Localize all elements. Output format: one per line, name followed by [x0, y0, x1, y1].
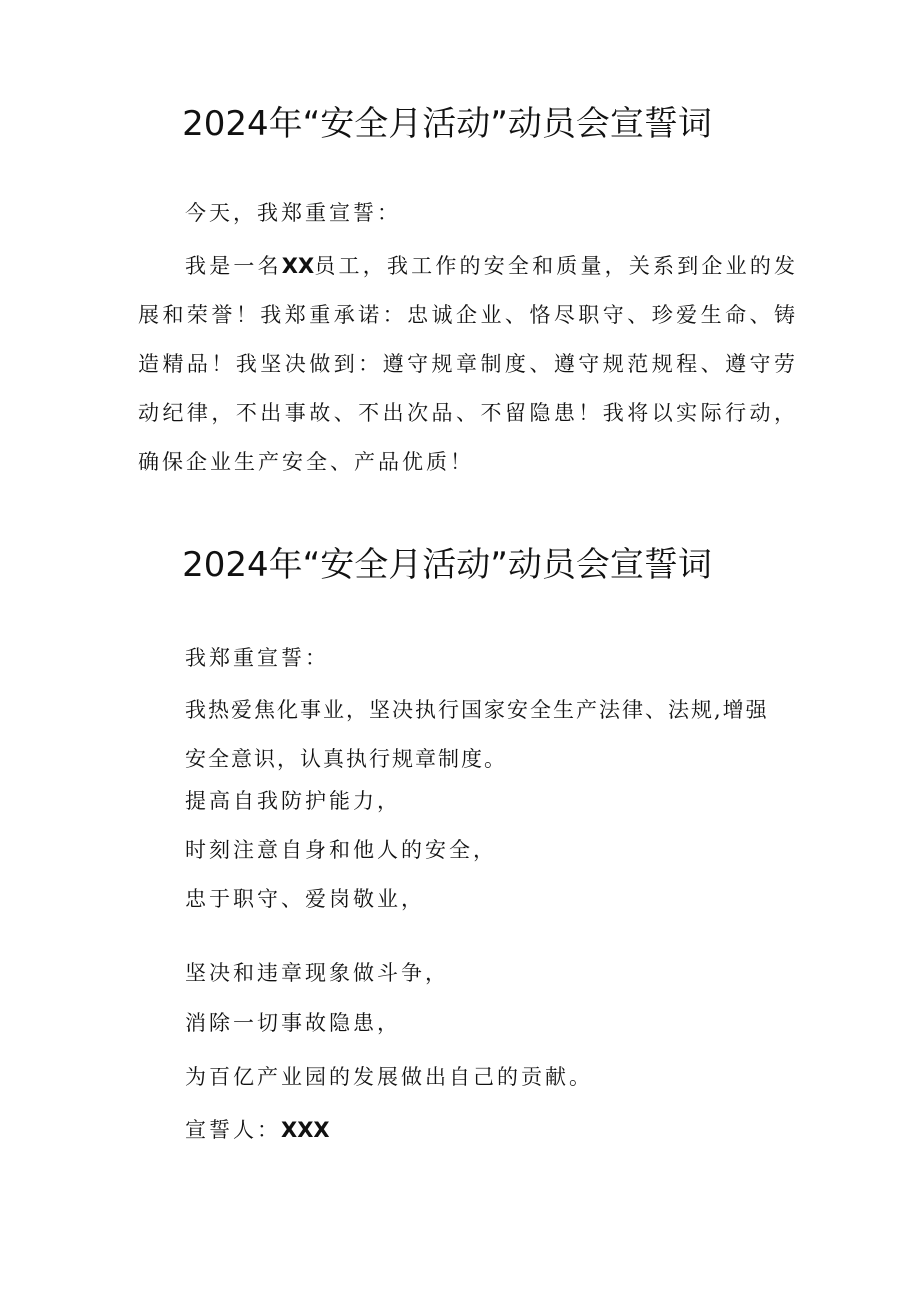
company-placeholder: XX [281, 254, 315, 278]
oath-line: 消除一切事故隐患， [185, 1011, 401, 1035]
oath-paragraph-1-post: 员工，我工作的安全和质量，关系到企业的发展和荣誉！我郑重承诺：忠诚企业、恪尽职守、珍爱生命、铸造精品！我坚决做到：遵守规章制度、遵守规范规程、遵守劳动纪律，不出事故、不出次品、不留隐患！我将以实际行动，确保企业生产安全、产品优质！ [138, 254, 799, 474]
oath-opening-2: 我郑重宣誓： [185, 646, 329, 670]
document-title-1: 2024年“安全月活动”动员会宣誓词 [182, 104, 712, 144]
oath-line: 提高自我防护能力， [185, 789, 401, 813]
oath-opening-1: 今天，我郑重宣誓： [185, 201, 401, 225]
oath-line: 时刻注意自身和他人的安全， [185, 838, 497, 862]
oath-line: 忠于职守、爱岗敬业， [185, 887, 425, 911]
oath-line: 为百亿产业园的发展做出自己的贡献。 [185, 1065, 593, 1089]
oath-paragraph-2: 我热爱焦化事业，坚决执行国家安全生产法律、法规,增强安全意识，认真执行规章制度。 [185, 698, 769, 771]
signer-line [185, 1115, 330, 1145]
signer-name: XXX [281, 1118, 330, 1142]
oath-paragraph-1-pre: 我是一名 [185, 254, 282, 278]
oath-line: 坚决和违章现象做斗争， [185, 961, 449, 985]
signer-label: 宣誓人： [185, 1118, 281, 1142]
oath-paragraph-1 [138, 242, 798, 487]
document-title-2: 2024年“安全月活动”动员会宣誓词 [182, 545, 712, 585]
